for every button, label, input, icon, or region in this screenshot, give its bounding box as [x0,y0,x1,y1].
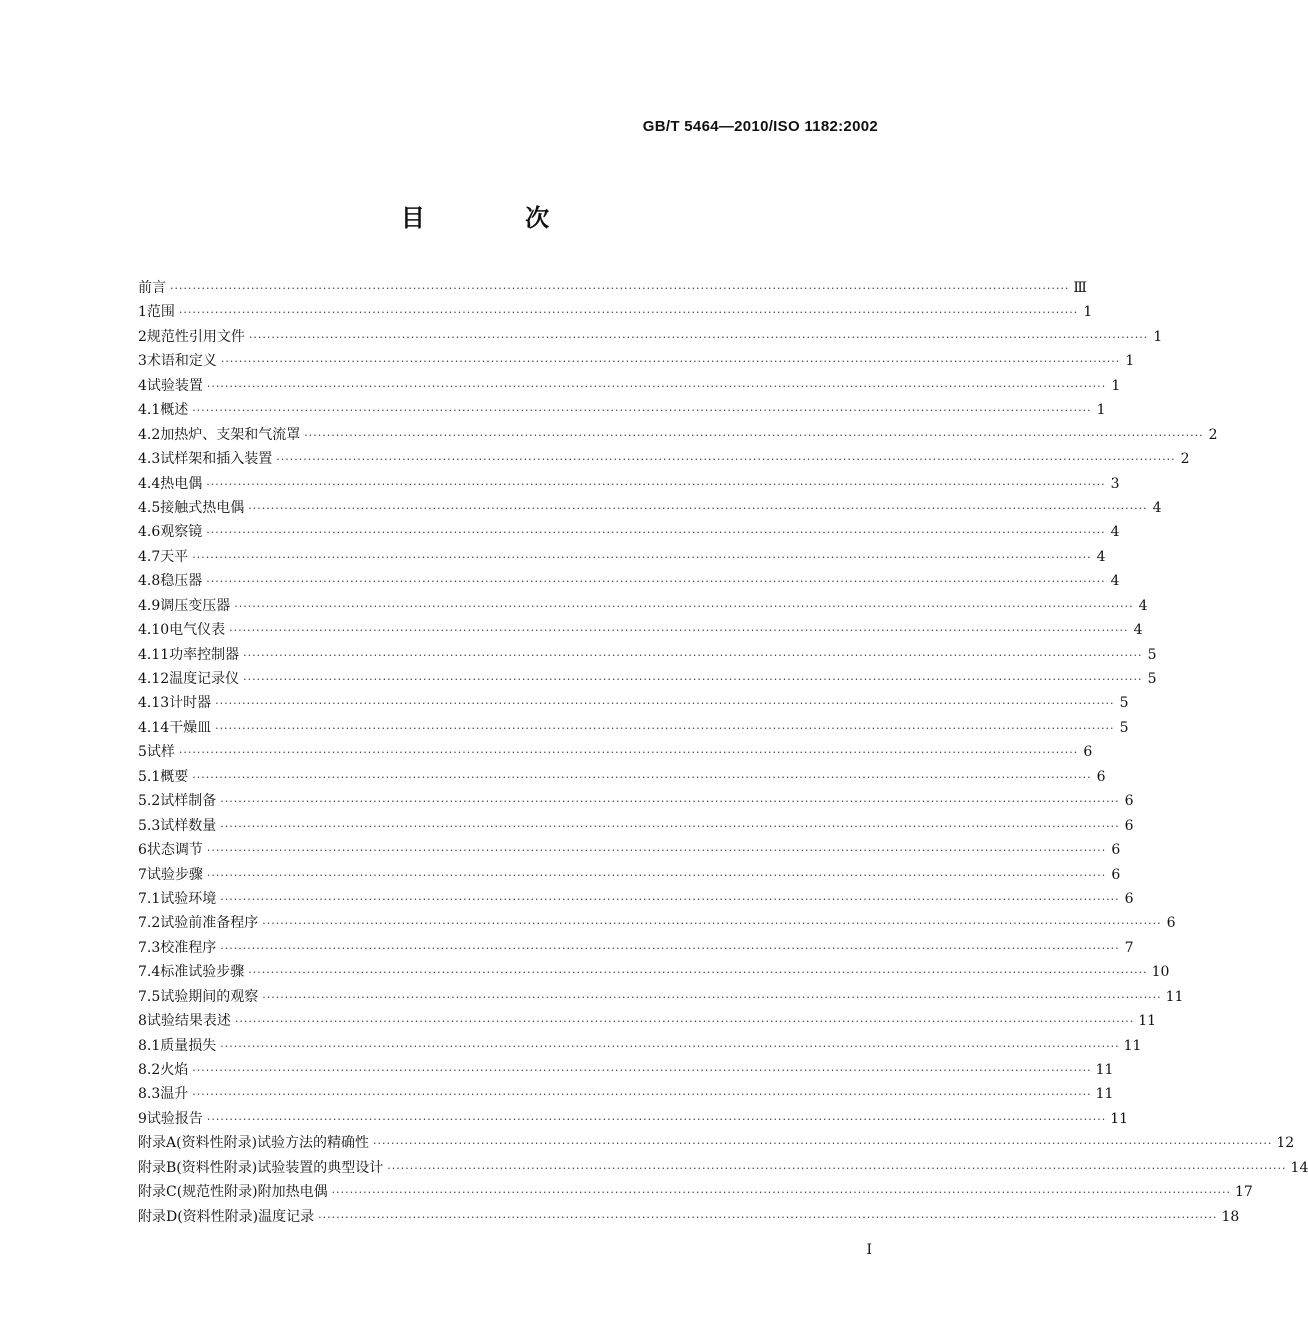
page-number: I [866,1242,872,1258]
dot-leader: ········································································································································································································ [192,550,1092,564]
toc-entry[interactable] [138,1205,1240,1229]
toc-entry-label: 电气仪表 [169,622,226,639]
toc-entry-number: 4.14 [138,719,170,736]
toc-entry[interactable] [138,911,1176,935]
toc-entry[interactable] [138,936,1134,960]
toc-entry-label: 温度记录 [258,1208,315,1225]
toc-entry-label: 稳压器 [160,573,203,590]
toc-entry[interactable] [138,447,1190,471]
toc-entry-number: 4.1 [138,402,161,419]
dot-leader: ········································································································································································································ [276,453,1176,467]
toc-entry-page: 3 [1110,475,1120,492]
toc-entry-number: 4.2 [138,426,161,443]
toc-entry-page: 11 [1095,1062,1114,1078]
dot-leader: ········································································································································································································ [243,673,1143,686]
toc-entry-page: 4 [1138,597,1148,614]
toc-entry-label: 术语和定义 [146,353,217,370]
toc-entry-number: 5.2 [138,793,161,810]
toc-entry-page: 14 [1290,1159,1308,1176]
toc-entry-page: 12 [1276,1135,1295,1152]
toc-entry-label: 观察镜 [160,524,203,541]
toc-entry[interactable] [138,618,1143,642]
dot-leader: ········································································································································································································ [206,844,1107,858]
toc-entry-number: 9 [138,1110,147,1127]
toc-entry-page: Ⅲ [1073,280,1087,296]
toc-entry-label: 试验报告 [146,1110,203,1127]
toc-entry-number: 5.3 [138,817,161,834]
toc-entry[interactable] [138,545,1106,569]
toc-entry-label: 计时器 [169,695,212,712]
toc-entry-label: 试验装置的典型设计 [257,1159,384,1176]
toc-entry-page: 5 [1119,719,1129,736]
dot-leader: ········································································································································································································ [206,379,1107,393]
toc-entry-number: 7.4 [138,964,161,981]
toc-entry[interactable] [138,1156,1308,1180]
dot-leader: ········································································································································································································ [170,282,1070,295]
toc-entry-label: 试验装置 [146,377,203,394]
toc-entry-page: 6 [1111,842,1121,859]
toc-entry-number: 2 [138,328,147,345]
toc-entry-page: 11 [1095,1086,1114,1103]
toc-entry-label: 标准试验步骤 [160,964,245,981]
toc-entry-number: 8.3 [138,1086,161,1103]
toc-entry-page: 6 [1124,817,1134,834]
toc-entry-page: 10 [1151,964,1170,981]
toc-entry-number: 4.8 [138,573,161,590]
toc-entry-number: 附录B(资料性附录) [138,1159,258,1176]
toc-entry-number: 4.5 [138,499,161,516]
toc-entry-label: 试验环境 [160,890,217,907]
toc-entry[interactable] [138,1034,1142,1058]
toc-entry-number: 8 [138,1013,147,1030]
toc-entry[interactable] [138,1058,1114,1082]
toc-entry[interactable] [138,960,1170,984]
toc-entry-page: 6 [1166,915,1176,932]
toc-entry-label: 前言 [138,280,166,296]
toc-entry[interactable] [138,374,1121,398]
toc-entry-page: 6 [1124,793,1134,810]
toc-entry-number: 4.11 [138,646,170,663]
toc-entry-label: 接触式热电偶 [160,499,245,516]
dot-leader: ········································································································································································································ [234,599,1134,613]
toc-entry-label: 范围 [146,304,175,321]
dot-leader: ········································································································································································································ [262,990,1162,1004]
toc-entry-label: 概要 [160,768,189,785]
dot-leader: ········································································································································································································ [178,306,1079,320]
toc-entry-label: 试验期间的观察 [160,988,259,1005]
toc-entry-label: 功率控制器 [169,646,240,663]
toc-entry-number: 4.9 [138,597,161,614]
toc-entry-number: 7.3 [138,939,161,956]
toc-entry[interactable] [138,349,1135,373]
toc-entry-page: 4 [1133,622,1143,639]
dot-leader: ········································································································································································································ [192,404,1092,418]
toc-entry[interactable] [138,276,1087,300]
toc-entry-label: 概述 [160,402,189,419]
toc-entry-label: 加热炉、支架和气流罩 [160,426,301,443]
dot-leader: ········································································································································································································ [304,428,1204,442]
toc-entry-page: 5 [1147,646,1157,663]
toc-entry[interactable] [138,325,1163,349]
toc-entry-number: 5 [138,744,147,761]
toc-entry-label: 规范性引用文件 [146,328,245,345]
toc-entry-label: 试验方法的精确性 [257,1135,370,1152]
toc-entry-number: 4.4 [138,475,161,492]
toc-entry[interactable] [138,423,1218,447]
dot-leader: ········································································································································································································ [220,941,1120,955]
toc-entry-number: 附录D(资料性附录) [138,1208,259,1225]
dot-leader: ········································································································································································································ [331,1186,1231,1200]
toc-entry-label: 试验前准备程序 [160,915,259,932]
toc-entry[interactable] [138,643,1157,667]
toc-entry-page: 1 [1153,328,1163,345]
toc-entry-page: 5 [1119,695,1129,712]
toc-entry-label: 试验结果表述 [146,1013,231,1030]
toc-entry-label: 试样架和插入装置 [160,451,273,468]
toc-entry-label: 校准程序 [160,939,217,956]
toc-entry-number: 附录C(规范性附录) [138,1184,258,1201]
toc-entry-number: 1 [138,304,147,321]
toc-entry-page: 1 [1111,377,1121,394]
toc-entry-number: 8.1 [138,1037,161,1054]
toc-entry-page: 6 [1111,866,1121,883]
toc-entry-label: 温升 [160,1086,189,1103]
toc-entry-page: 2 [1208,426,1218,443]
toc-entry[interactable] [138,1107,1129,1131]
toc-entry-number: 7.5 [138,988,161,1005]
table-of-contents [138,276,1308,1229]
toc-entry-label: 试样 [146,744,175,761]
toc-entry-page: 4 [1110,573,1120,590]
toc-entry-page: 1 [1096,402,1106,419]
toc-entry-number: 4 [138,377,147,394]
toc-entry-number: 4.13 [138,695,170,712]
toc-title: 目 次 [400,203,596,232]
toc-entry-number: 4.3 [138,451,161,468]
toc-entry-label: 热电偶 [160,475,203,492]
toc-entry-label: 干燥皿 [169,719,212,736]
dot-leader: ········································································································································································································ [206,868,1107,882]
dot-leader: ········································································································································································································ [248,330,1149,344]
toc-entry[interactable] [138,838,1121,862]
dot-leader: ········································································································································································································ [243,648,1143,662]
toc-entry-number: 4.10 [138,622,170,639]
standard-number: GB/T 5464—2010/ISO 1182:2002 [642,118,878,135]
toc-entry[interactable] [138,789,1134,813]
toc-entry-label: 调压变压器 [160,597,231,614]
toc-entry[interactable] [138,716,1129,740]
toc-entry-number: 4.6 [138,524,161,541]
toc-entry-page: 6 [1096,768,1106,785]
toc-entry[interactable] [138,667,1157,691]
toc-entry-label: 试验步骤 [146,866,203,883]
toc-entry-number: 4.7 [138,548,161,565]
dot-leader: ········································································································································································································ [234,1015,1135,1029]
dot-leader: ········································································································································································································ [206,477,1106,491]
dot-leader: ········································································································································································································ [318,1210,1218,1224]
toc-entry[interactable] [138,1180,1253,1204]
toc-entry[interactable] [138,1131,1295,1155]
toc-entry-page: 6 [1124,890,1134,907]
toc-entry-number: 7 [138,866,147,883]
toc-entry[interactable] [138,569,1120,593]
toc-entry-label: 火焰 [160,1062,189,1078]
toc-entry[interactable] [138,594,1148,618]
dot-leader: ········································································································································································································ [206,1112,1107,1126]
dot-leader: ········································································································································································································ [220,795,1120,809]
toc-entry-label: 状态调节 [146,842,203,859]
toc-entry-page: 11 [1110,1110,1129,1127]
dot-leader: ········································································································································································································ [229,624,1129,638]
dot-leader: ········································································································································································································ [248,966,1148,980]
toc-entry-label: 附加热电偶 [257,1184,328,1201]
dot-leader: ········································································································································································································ [215,697,1115,711]
toc-entry-number: 6 [138,842,147,859]
toc-entry[interactable] [138,740,1093,764]
toc-entry-number: 附录A(资料性附录) [138,1135,258,1152]
toc-entry[interactable] [138,1082,1114,1106]
toc-entry-number: 4.12 [138,671,170,687]
dot-leader: ········································································································································································································ [220,1039,1120,1053]
toc-entry-page: 6 [1083,744,1093,761]
dot-leader: ········································································································································································································ [373,1137,1273,1151]
dot-leader: ········································································································································································································ [220,819,1120,833]
toc-entry[interactable] [138,814,1134,838]
toc-entry-number: 3 [138,353,147,370]
toc-entry-number: 5.1 [138,768,161,785]
toc-entry[interactable] [138,863,1121,887]
dot-leader: ········································································································································································································ [206,526,1106,540]
toc-entry-page: 5 [1147,671,1157,687]
toc-entry[interactable] [138,887,1134,911]
dot-leader: ········································································································································································································ [192,770,1092,784]
dot-leader: ········································································································································································································ [220,892,1120,906]
toc-entry[interactable] [138,985,1184,1009]
toc-entry-number: 7.2 [138,915,161,932]
toc-entry-label: 试样制备 [160,793,217,810]
toc-entry-page: 4 [1110,524,1120,541]
toc-entry-page: 4 [1096,548,1106,565]
dot-leader: ········································································································································································································ [248,501,1148,515]
toc-entry[interactable] [138,300,1093,324]
toc-entry[interactable] [138,691,1129,715]
toc-entry-number: 7.1 [138,890,161,907]
toc-entry-page: 1 [1083,304,1093,321]
toc-entry-page: 18 [1221,1208,1240,1225]
dot-leader: ········································································································································································································ [178,746,1079,760]
toc-entry-label: 天平 [160,548,189,565]
toc-entry-page: 17 [1234,1184,1253,1201]
toc-entry-page: 7 [1124,939,1134,956]
toc-entry[interactable] [138,520,1120,544]
toc-entry[interactable] [138,1009,1157,1033]
toc-entry-page: 11 [1123,1037,1142,1054]
dot-leader: ········································································································································································································ [262,917,1162,931]
toc-entry[interactable] [138,472,1120,496]
toc-entry-page: 11 [1165,988,1184,1005]
toc-entry-page: 11 [1138,1013,1157,1030]
toc-entry-page: 4 [1152,499,1162,516]
toc-entry-number: 8.2 [138,1062,161,1078]
toc-entry-label: 质量损失 [160,1037,217,1054]
dot-leader: ········································································································································································································ [192,1088,1092,1102]
toc-entry[interactable] [138,398,1106,422]
dot-leader: ········································································································································································································ [215,721,1115,735]
toc-entry-label: 温度记录仪 [169,671,240,687]
toc-entry-page: 2 [1180,451,1190,468]
dot-leader: ········································································································································································································ [220,355,1121,369]
toc-entry[interactable] [138,765,1106,789]
toc-entry[interactable] [138,496,1162,520]
toc-entry-page: 1 [1125,353,1135,370]
dot-leader: ········································································································································································································ [387,1161,1287,1175]
dot-leader: ········································································································································································································ [192,1064,1092,1077]
dot-leader: ········································································································································································································ [206,575,1106,589]
toc-entry-label: 试样数量 [160,817,217,834]
